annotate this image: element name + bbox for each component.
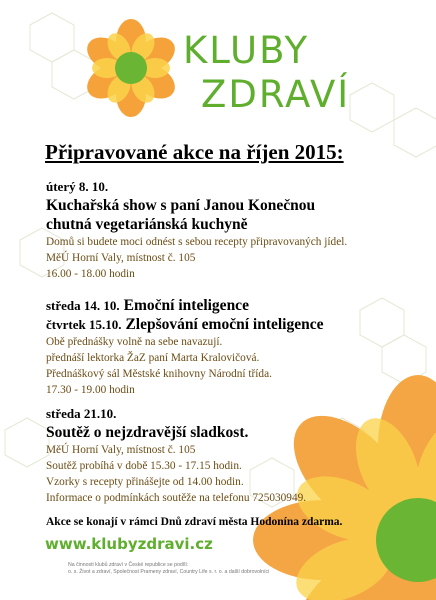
event-1-date: úterý 8. 10. [46,179,109,194]
event-2-detail: Obě přednášky volně na sebe navazují. [46,336,223,348]
event-1-detail: Domů si budete moci odnést s sebou recepty připravovaných jídel. [46,236,348,248]
event-3-detail: Informace o podmínkách soutěže na telefonu 725030949. [46,492,307,504]
footer-note: Akce se konají v rámci Dnů zdraví města Hodonína zdarma. [46,516,343,528]
small-print: o. s. Život a zdraví, Společnost Prameny zdraví, Country Life s. r. o. a další dobrovolníci [68,569,270,575]
event-2 [46,296,324,398]
event-1-detail: 16.00 - 18.00 hodin [46,268,135,280]
event-1-title-line2: chutná vegetariánská kuchyně [46,216,248,233]
event-2-detail: přednáší lektorka ŽaZ paní Marta Kralovičová. [46,352,260,364]
page-title: Připravované akce na říjen 2015: [45,140,344,164]
event-1-detail: MěÚ Horní Valy, místnost č. 105 [46,252,196,264]
event-2-row2 [46,315,324,334]
event-3-title: Soutěž o nejzdravější sladkost. [46,424,249,441]
event-1-title-line1: Kuchařská show s paní Janou Konečnou [46,197,316,214]
event-2-title2: Zlepšování emoční inteligence [125,316,324,333]
logo-flower-icon [81,19,181,117]
website-link[interactable]: www.klubyzdravi.cz [45,535,213,553]
event-1 [46,178,347,282]
event-2-detail: 17.30 - 19.00 hodin [46,384,135,396]
event-2-date1: středa 14. 10. [46,298,120,313]
event-3-date: středa 21.10. [46,406,117,421]
event-3 [46,405,306,506]
event-2-title1: Emoční inteligence [123,297,249,314]
event-2-row1 [46,296,324,315]
event-3-detail: Soutěž probíhá v době 15.30 - 17.15 hodin. [46,460,242,472]
logo-text-line2: ZDRAVÍ [201,73,351,116]
event-2-date2: čtvrtek 15.10. [46,317,122,332]
event-2-detail: Přednáškový sál Městské knihovny Národní třída. [46,368,272,380]
small-print: Na činnosti klubů zdraví v České republice se podílí: [68,562,189,568]
event-3-detail: MěÚ Horní Valy, místnost č. 105 [46,444,196,456]
logo-text-line1: KLUBY [183,29,310,72]
event-3-detail: Vzorky s recepty přinášejte od 14.00 hodin. [46,476,244,488]
